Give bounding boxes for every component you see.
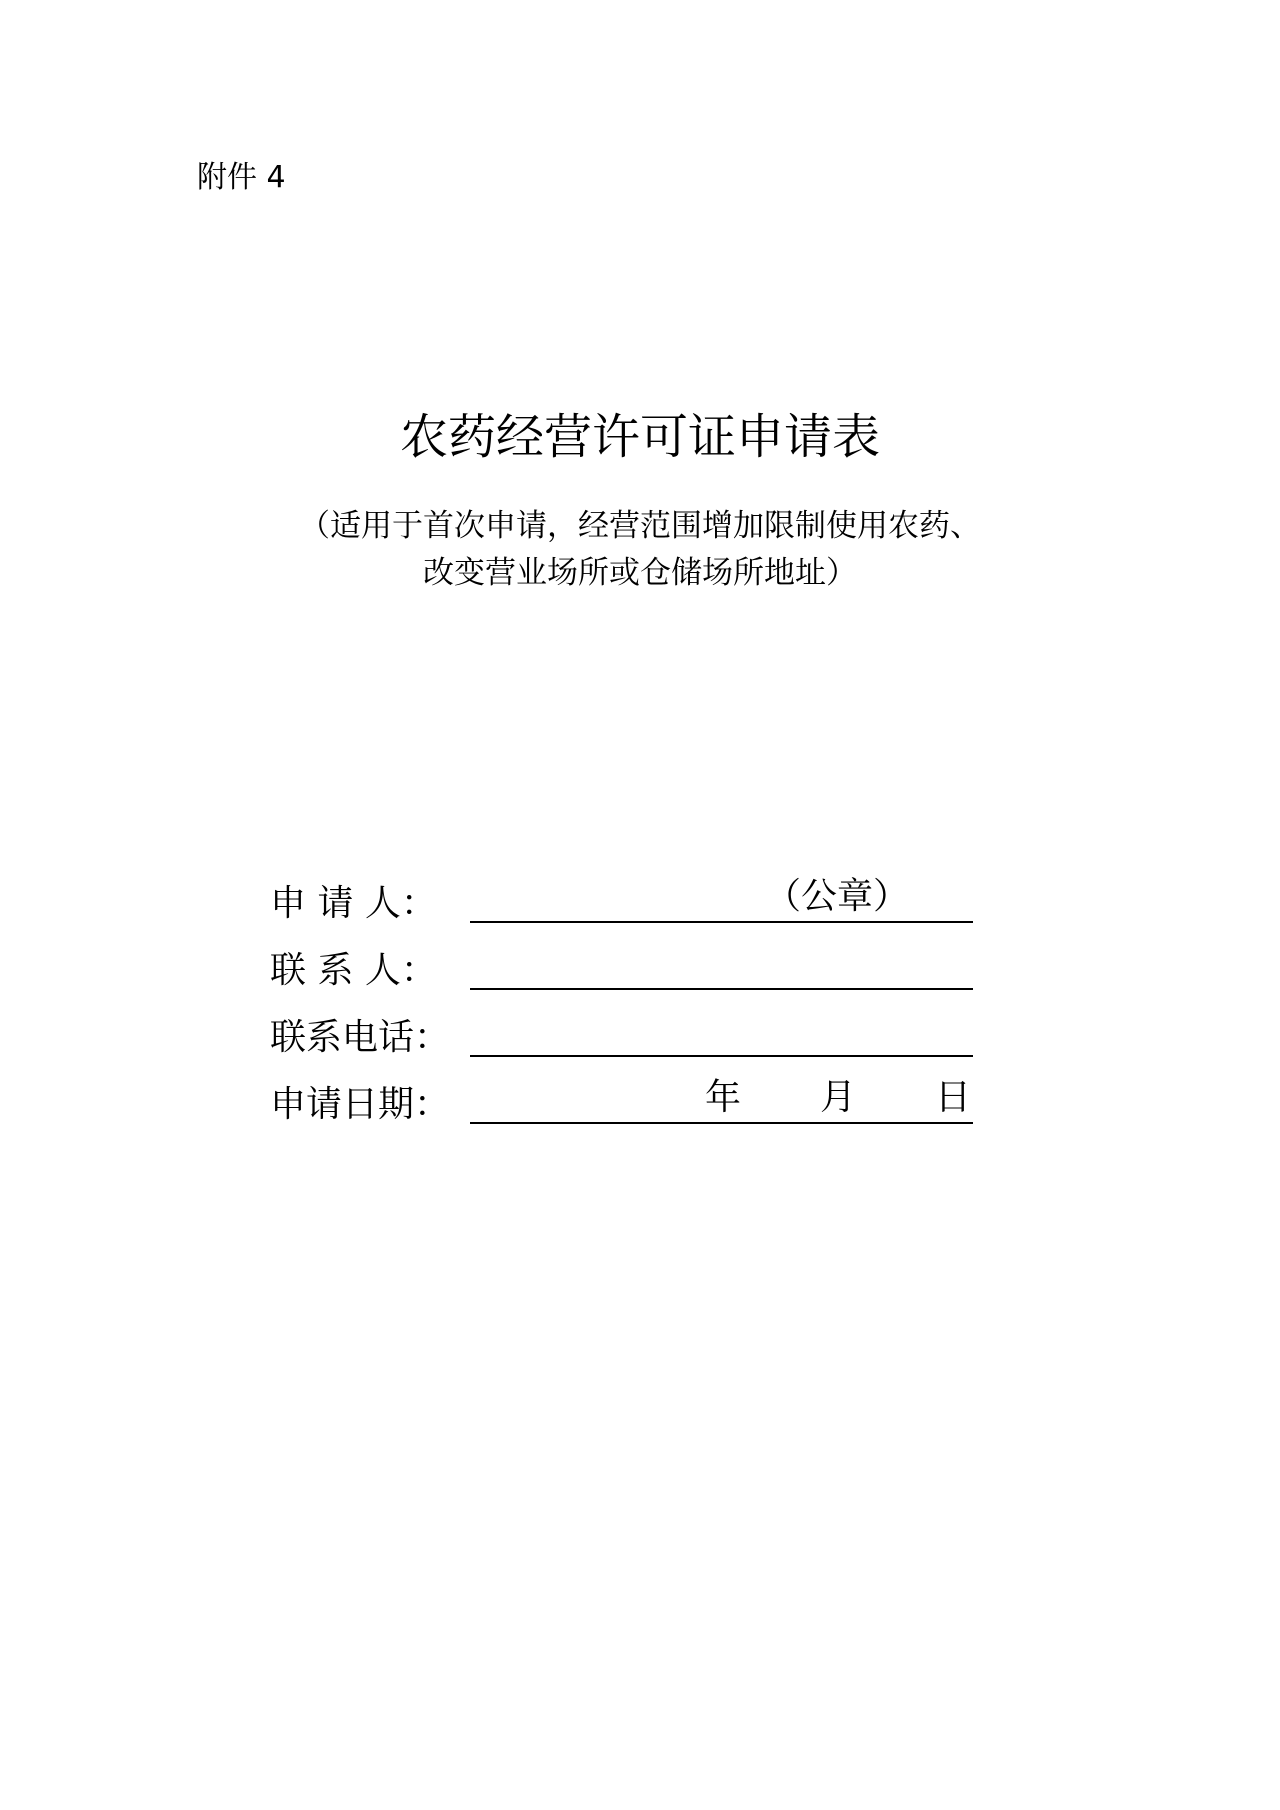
- application-form: [270, 860, 990, 1128]
- attachment-label: 附件 4: [197, 160, 286, 195]
- subtitle-line-1: （适用于首次申请，经营范围增加限制使用农药、: [299, 508, 981, 544]
- day-label: 日: [935, 1077, 972, 1118]
- official-seal-label: （公章）: [765, 876, 910, 917]
- applicant-label: 申 请 人：: [270, 883, 437, 924]
- subtitle-line-2: 改变营业场所或仓储场所地址）: [423, 555, 857, 591]
- application-date-field[interactable]: [470, 1076, 973, 1124]
- contact-phone-label: 联系电话：: [270, 1017, 451, 1058]
- contact-phone-row: [270, 994, 990, 1061]
- application-date-label: 申请日期：: [270, 1084, 451, 1125]
- contact-person-label: 联 系 人：: [270, 950, 437, 991]
- contact-person-field[interactable]: [470, 942, 973, 990]
- year-label: 年: [705, 1077, 742, 1118]
- contact-person-row: [270, 927, 990, 994]
- application-date-row: [270, 1061, 990, 1128]
- month-label: 月: [820, 1077, 857, 1118]
- contact-phone-field[interactable]: [470, 1009, 973, 1057]
- applicant-row: [270, 860, 990, 927]
- document-title: 农药经营许可证申请表: [399, 409, 880, 465]
- applicant-field[interactable]: [470, 875, 973, 923]
- document-subtitle: [0, 503, 1280, 597]
